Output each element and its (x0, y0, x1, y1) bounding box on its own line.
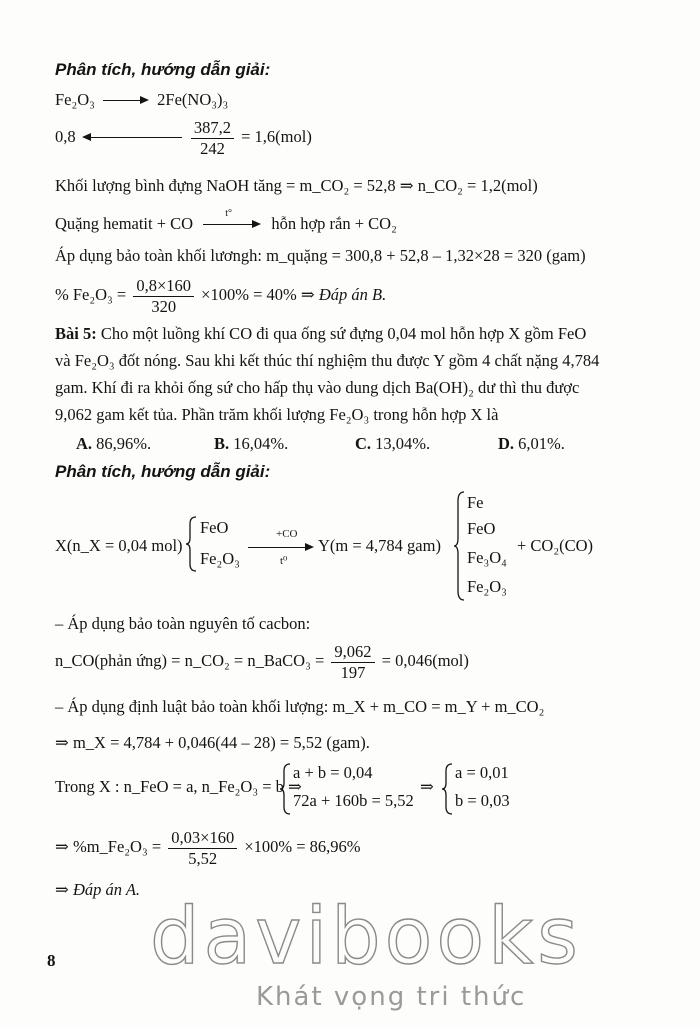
final-answer: Đáp án A. (72, 880, 141, 899)
option-c (355, 434, 430, 454)
option-c-letter: C. (355, 434, 372, 453)
option-a (76, 434, 151, 454)
line6-answer: Đáp án B. (318, 285, 387, 305)
line4-right: hỗn hợp rắn + CO₂ (271, 214, 397, 233)
option-a-letter: A. (76, 434, 93, 453)
scheme-x-item-1: FeO (200, 518, 229, 537)
trong-x: Trong X : n_FeO = a, n_Fe₂O₃ = b ⇒ (55, 777, 302, 796)
line6-right: ×100% = 40% ⇒ (201, 285, 315, 305)
line-percent (55, 276, 386, 317)
option-b-value: 16,04%. (233, 434, 289, 453)
right-arrow-icon (103, 95, 149, 107)
eq2-left: 0,8 (55, 127, 76, 147)
eq2-denominator: 242 (200, 138, 225, 158)
eq-c-denominator: 197 (340, 662, 366, 682)
line6-left: % Fe₂O₃ = (55, 285, 127, 305)
equation-mx: ⇒ m_X = 4,784 + 0,046(44 – 28) = 5,52 (gam). (55, 733, 370, 752)
system2-eq2: b = 0,03 (455, 791, 510, 810)
eq2-numerator: 387,2 (191, 118, 234, 139)
line-naoh (55, 177, 538, 196)
scheme-y: Y(m = 4,784 gam) (318, 536, 441, 555)
scheme-tail: + CO₂(CO) (517, 536, 594, 555)
line-hematit (55, 208, 397, 234)
line-bao-toan: Áp dụng bảo toàn khối lươngh: m_quặng = 300,8 + 52,8 – 1,32×28 = 320 (gam) (55, 246, 586, 265)
problem-line-2: và Fe₂O₃ đốt nóng. Sau khi kết thúc thí nghiệm thu được Y gồm 4 chất nặng 4,784 (55, 351, 600, 370)
option-d-letter: D. (498, 434, 515, 453)
option-d-value: 6,01%. (518, 434, 565, 453)
system2-brace-icon (441, 763, 453, 815)
equation-2 (55, 118, 312, 159)
scheme-y-item-1: Fe (467, 493, 484, 512)
line3-math: m_CO₂ = 52,8 ⇒ n_CO₂ = 1,2(mol) (299, 176, 538, 195)
watermark-slogan: Khát vọng tri thức (256, 982, 527, 1012)
option-d (498, 434, 565, 454)
eq-c-left: n_CO(phản ứng) = n_CO₂ = n_BaCO₃ = (55, 651, 325, 671)
scheme-x: X(n_X = 0,04 mol) (55, 536, 183, 555)
eq2-fraction (191, 118, 234, 159)
page-number: 8 (47, 951, 56, 970)
right-brace-icon (453, 491, 465, 601)
option-a-value: 86,96%. (96, 434, 152, 453)
system1-brace-icon (279, 763, 291, 815)
scheme-arrow-bottom: t⁰ (280, 555, 288, 567)
section-heading-2: Phân tích, hướng dẫn giải: (55, 462, 271, 481)
scheme-y-item-2: FeO (467, 519, 496, 538)
eq-c-numerator: 9,062 (331, 642, 374, 663)
heat-arrow-icon (203, 208, 261, 231)
pct-denominator: 5,52 (188, 848, 218, 868)
eq2-right: = 1,6(mol) (241, 127, 312, 147)
pct-fraction (168, 828, 237, 869)
problem-line-3: gam. Khí đi ra khỏi ống sứ cho hấp thụ vào dung dịch Ba(OH)₂ dư thì thu được (55, 378, 580, 397)
line4-left: Quặng hematit + CO (55, 214, 194, 233)
arrow-label: t° (225, 208, 232, 220)
line3-text: Khối lượng bình đựng NaOH tăng = (55, 176, 296, 195)
scheme-arrow-icon (248, 542, 314, 554)
eq-c-fraction (331, 642, 374, 683)
left-brace-icon (185, 516, 197, 572)
option-b-letter: B. (214, 434, 230, 453)
scheme-y-item-3: Fe₃O₄ (467, 548, 507, 567)
system1-eq2: 72a + 160b = 5,52 (293, 791, 414, 810)
final-arrow-icon: ⇒ (55, 880, 69, 899)
pct-left: ⇒ %m_Fe₂O₃ = (55, 837, 162, 857)
pct-right: ×100% = 86,96% (244, 837, 361, 857)
implies-arrow-icon: ⇒ (420, 777, 434, 796)
eq1-left: Fe₂O₃ (55, 90, 95, 109)
eq1-right: 2Fe(NO₃)₃ (157, 90, 229, 109)
left-arrow-icon (82, 132, 182, 144)
equation-1 (55, 91, 228, 110)
pct-numerator: 0,03×160 (168, 828, 237, 849)
problem-label: Bài 5: (55, 324, 97, 343)
equation-percent (55, 828, 361, 869)
watermark-brand: davibooks (150, 892, 582, 982)
bullet-cacbon: – Áp dụng bảo toàn nguyên tố cacbon: (55, 614, 311, 633)
line6-numerator: 0,8×160 (133, 276, 194, 297)
scheme-arrow-top: +CO (276, 528, 298, 540)
section-heading-1: Phân tích, hướng dẫn giải: (55, 60, 271, 79)
final-answer-line (55, 881, 140, 900)
problem-line-4: 9,062 gam kết tủa. Phần trăm khối lượng Fe₂O₃ trong hỗn hợp X là (55, 405, 499, 424)
problem-text-1: Cho một luồng khí CO đi qua ống sứ đựng 0,04 mol hỗn hợp X gồm FeO (100, 324, 587, 343)
bullet-khoi-luong: – Áp dụng định luật bảo toàn khối lượng: m_X + m_CO = m_Y + m_CO₂ (55, 697, 545, 716)
eq-c-right: = 0,046(mol) (381, 651, 469, 671)
system1-eq1: a + b = 0,04 (293, 763, 373, 782)
line6-denominator: 320 (151, 296, 177, 316)
option-c-value: 13,04%. (375, 434, 431, 453)
option-b (214, 434, 288, 454)
equation-carbon (55, 642, 469, 683)
scheme-x-item-2: Fe₂O₃ (200, 549, 240, 568)
line6-fraction (133, 276, 194, 317)
scheme-y-item-4: Fe₂O₃ (467, 577, 507, 596)
system2-eq1: a = 0,01 (455, 763, 509, 782)
problem-line-1 (55, 325, 586, 344)
